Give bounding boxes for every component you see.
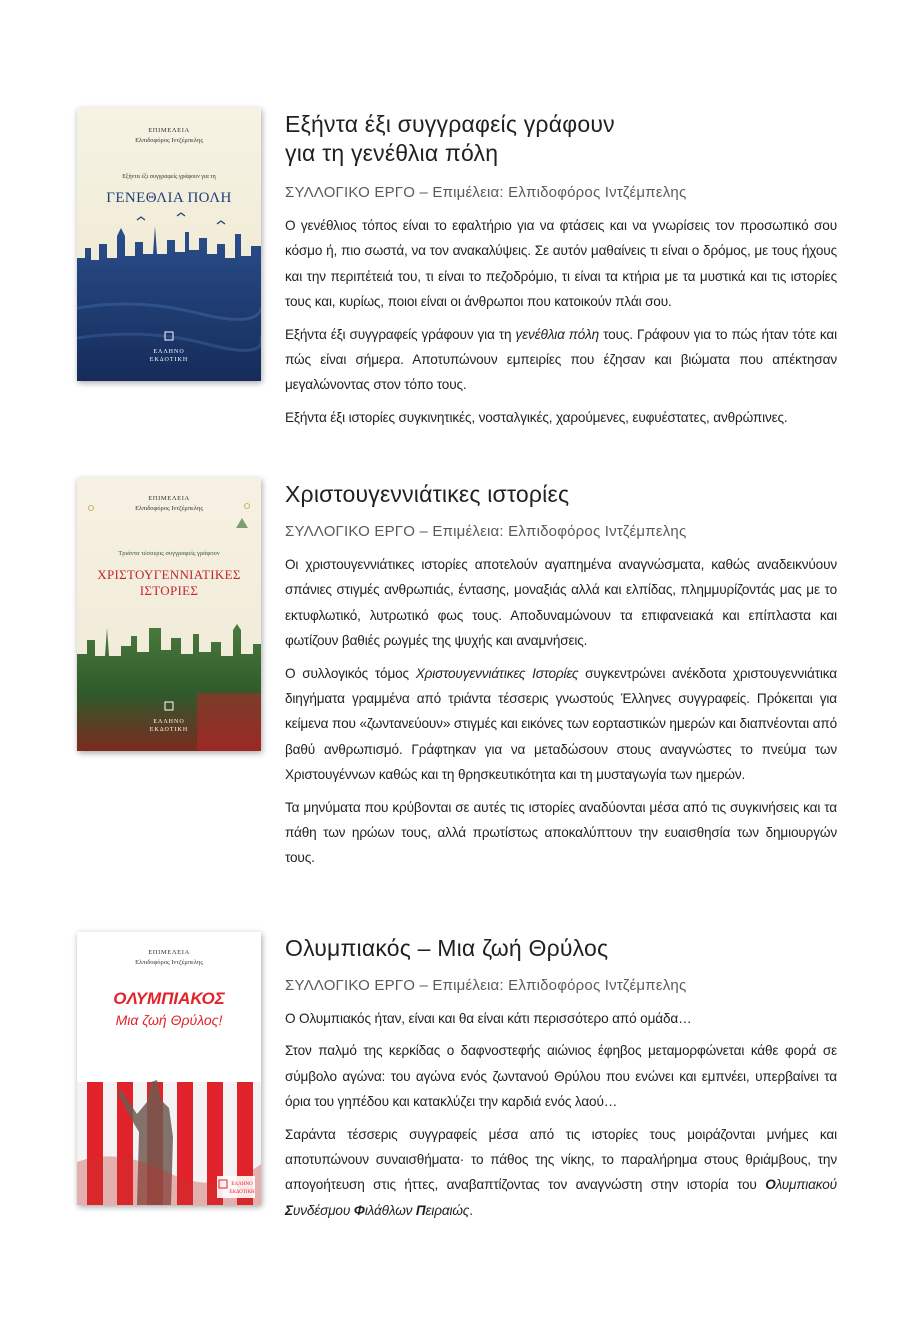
book-description-p1: Οι χριστουγεννιάτικες ιστορίες αποτελούν αγαπημένα αναγνώσματα, καθώς αναδεικνύουν σπάνιες στιγμές ανθρωπιάς, έντασης, μοναξιάς αλλά και ελπίδας, πλημμυρίζοντάς μας με το εκτυφλωτικό, λυτρωτικό φως τους. Αποδυναμώνουν τα επιφανειακά και επίπλαστα και φωτίζουν βαθιές ρωγμές της ψυχής και αναμνήσεις. (285, 557, 837, 649)
text-run: λυμπιακού (775, 1177, 837, 1193)
book-author: ΣΥΛΛΟΓΙΚΟ ΕΡΓΟ – Επιμέλεια: Ελπιδοφόρος Ιντζέμπελης (285, 977, 687, 994)
cover-publisher-line1: ΕΛΛΗΝΟ (153, 719, 185, 725)
text-run: Εξήντα έξι συγγραφείς γράφουν για τη (285, 326, 516, 342)
book-cover-olympiacos[interactable] (77, 932, 261, 1205)
book-author: ΣΥΛΛΟΓΙΚΟ ΕΡΓΟ – Επιμέλεια: Ελπιδοφόρος Ιντζέμπελης (285, 523, 687, 540)
cover-subtitle: Εξήντα έξι συγγραφείς γράφουν για τη (122, 174, 216, 180)
book-cover-geneth[interactable] (77, 108, 261, 381)
cover-publisher-line1: ΕΛΛΗΝΟ (231, 1182, 253, 1187)
cover-art-olympiacos (77, 932, 261, 1205)
cover-title-line2: ΙΣΤΟΡΙΕΣ (139, 583, 199, 598)
cover-subtitle: Τριάντα τέσσερις συγγραφείς γράφουν (118, 550, 220, 557)
italic-title: γενέθλια πόλη (515, 326, 600, 342)
text-run: ειραιώς (425, 1202, 470, 1218)
book-description-p3: Τα μηνύματα που κρύβονται σε αυτές τις ιστορίες αναδύονται μέσα από τις συγκινήσεις και τα πάθη των ηρώων τους, αλλά πρωτίστως αποκαλύπτουν την ευαισθησία των δημιουργών τους. (285, 799, 837, 866)
cover-title-line1: ΧΡΙΣΤΟΥΓΕΝΝΙΑΤΙΚΕΣ (97, 567, 241, 582)
cover-publisher-line2: ΕΚΔΟΤΙΚΗ (149, 357, 189, 363)
cover-title: ΓΕΝΕΘΛΙΑ ΠΟΛΗ (106, 190, 232, 206)
book-title-line1: Εξήντα έξι συγγραφείς γράφουν (285, 111, 615, 137)
text-run: ιλάθλων (364, 1202, 416, 1218)
book-description-p1: Ο γενέθλιος τόπος είναι το εφαλτήριο για να φτάσεις και να γνωρίσεις τον προσωπικό σου κόσμο ή, πιο σωστά, να τον ανακαλύψεις. Σε αυτόν μαθαίνεις τι είναι ο δρόμος, με τους ήχους και την περιπέτειά του, τι είναι το πεζοδρόμιο, τι είναι τα κτήρια με τα μυστικά και τις ιστορίες τους και, κυρίως, ποιοι είναι οι άνθρωποι που κατοικούν πλάι σου. (285, 218, 837, 310)
book-description-p1: Ο Ολυμπιακός ήταν, είναι και θα είναι κάτι περισσότερο από ομάδα… (285, 1011, 692, 1026)
cover-editor-name: Ελπιδοφόρος Ιντζέμπελης (135, 137, 203, 144)
text-run: . (469, 1202, 473, 1218)
book-description-p2: Στον παλμό της κερκίδας ο δαφνοστεφής αιώνιος έφηβος μεταμορφώνεται κάθε φορά σε σύμβολο αγώνα: του αγώνα ενός ζωντανού Θρύλου που ενώνει και εμπνέει, υπερβαίνει τα όρια του γηπέδου και κατακλύζει την καρδιά ενός λαού… (285, 1043, 837, 1110)
cover-publisher-line1: ΕΛΛΗΝΟ (153, 349, 185, 355)
book-title[interactable] (285, 110, 837, 168)
book-description-p2 (285, 661, 837, 788)
italic-title: Χριστουγεννιάτικες Ιστορίες (415, 665, 579, 681)
text-run: Ο συλλογικός τόμος (285, 665, 416, 681)
cover-publisher-line2: ΕΚΔΟΤΙΚΗ (149, 727, 189, 733)
book-description-p3: Εξήντα έξι ιστορίες συγκινητικές, νοσταλγικές, χαρούμενες, ευφυέστατες, ανθρώπινες. (285, 409, 788, 425)
book-title-line2: για τη γενέθλια πόλη (285, 140, 499, 166)
text-run: συγκεντρώνει ανέκδοτα χριστουγεννιάτικα διηγήματα γραμμένα από τριάντα τέσσερις γνωστούς Έλληνες συγγραφείς. Πρόκειται για κείμενα που «ζωντανεύουν» στιγμές και εικόνες των εορταστικών ημερών και διαπνέονται από βαθύ ανθρωπισμό. Γράφτηκαν για να μεταδώσουν στους αναγνώστες το πνεύμα των Χριστουγέννων καθώς και τη θρησκευτικότητα και τη μυσταγωγία των ημερών. (285, 665, 837, 783)
cover-art-christmas (77, 478, 261, 751)
book-cover-christmas[interactable] (77, 478, 261, 751)
book-title[interactable]: Χριστουγεννιάτικες ιστορίες (285, 481, 570, 507)
text-run: Σαράντα τέσσερις συγγραφείς μέσα από τις ιστορίες τους μοιράζονται μνήμες και αποτυπώνουν συναισθήματα· το πάθος της νίκης, το παραλήρημα στους θριάμβους, την απογοήτευση στις ήττες, αναβαπτίζοντας τον αναγνώστη στην ιστορία του (285, 1126, 837, 1193)
book-info-olympiacos (285, 934, 837, 1230)
bold-initial: Φ (353, 1202, 365, 1218)
cover-editor-name: Ελπιδοφόρος Ιντζέμπελης (135, 959, 203, 966)
cover-title-line1: ΟΛΥΜΠΙΑΚΟΣ (113, 989, 225, 1008)
cover-editor-name: Ελπιδοφόρος Ιντζέμπελης (135, 505, 203, 512)
cover-editor-label: ΕΠΙΜΕΛΕΙΑ (148, 127, 190, 134)
book-info-christmas (285, 480, 837, 878)
book-author: ΣΥΛΛΟΓΙΚΟ ΕΡΓΟ – Επιμέλεια: Ελπιδοφόρος Ιντζέμπελης (285, 184, 687, 201)
cover-editor-label: ΕΠΙΜΕΛΕΙΑ (148, 949, 190, 956)
cover-publisher-line2: ΕΚΔΟΤΙΚΗ (229, 1190, 255, 1195)
bold-initial: Π (415, 1202, 426, 1218)
cover-editor-label: ΕΠΙΜΕΛΕΙΑ (148, 495, 190, 502)
bold-initial: Ο (765, 1177, 776, 1193)
text-run: υνδέσμου (292, 1202, 354, 1218)
book-info-geneth (285, 110, 837, 437)
book-title[interactable]: Ολυμπιακός – Μια ζωή Θρύλος (285, 935, 609, 961)
book-description-p3 (285, 1122, 837, 1224)
bold-initial: Σ (285, 1202, 293, 1218)
text-run: τους. Γράφουν για το πώς ήταν τότε και πώς είναι σήμερα. Αποτυπώνουν εμπειρίες που έζησαν και βιώματα που απέκτησαν μεγαλώνοντας στον τόπο τους. (285, 326, 837, 393)
book-description-p2 (285, 322, 837, 398)
cover-art-geneth (77, 108, 261, 381)
cover-title-line2: Μια ζωή Θρύλος! (115, 1012, 223, 1028)
